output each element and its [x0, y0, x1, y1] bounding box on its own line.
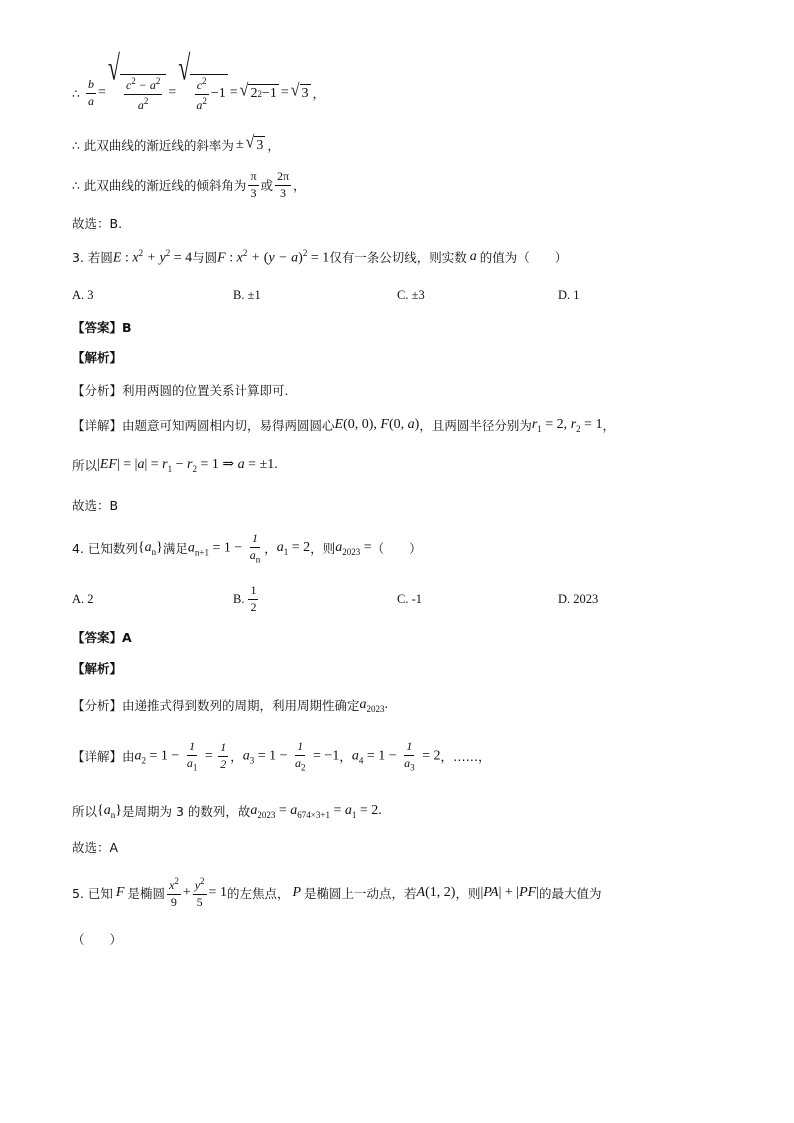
q3-fenxi: 【分析】利用两圆的位置关系计算即可.	[72, 383, 289, 398]
q3-detail: 【详解】由题意可知两圆相内切，易得两圆圆心 E(0, 0), F(0, a) ，且两圆半径分别为 $r_1 = 2$, $r_2 = 1$ ，	[72, 416, 616, 434]
q4-option-c[interactable]: C. -1	[397, 592, 422, 606]
q3-option-c[interactable]: C. ±3	[397, 288, 425, 302]
q4-analysis-label: 【解析】	[72, 661, 123, 676]
q5-paren: （ ）	[72, 932, 123, 947]
asymptote-angle-line: ∴ 此双曲线的渐近线的倾斜角为 $\frac{\pi}{3}$ 或 $\frac{2\pi}{3}$ ，	[72, 169, 306, 200]
q3-option-d[interactable]: D. 1	[558, 288, 580, 302]
q3-so: 所以 $|EF| = |a| = r_1 - r_2 = 1$ ⇒ a = ±1.	[72, 457, 278, 474]
q4-answer: 【答案】A	[72, 630, 132, 645]
q4-detail: 【详解】由 $a_2 = 1$ − $\frac{1}{a_1}$ = $\frac{1}{2}$ ， $a_3 = 1$ − $\frac{1}{a_2}$ = −1 ， $a_4 = 1$ − $\frac{1}{a_3}$ = 2 ， ……，	[72, 739, 491, 773]
question-4: 4. 已知数列 $\{a_n\}$ 满足 $a_{n+1} = 1$ − $\frac{1}{a_n}$ ， $a_1 = 2$ ，则 $a_{2023}$ = （ ）	[72, 531, 422, 565]
question-3: 3. 若圆 E : $x^2 + y^2 = 4$ 与圆 F : $x^2 + (y - a)^2 = 1$ 仅有一条公切线，则实数 a 的值为（ ）	[72, 248, 568, 266]
q3-answer: 【答案】B	[72, 320, 132, 335]
equation-ba-ratio: ∴ $\frac{b}{a}$ = √ $\frac{c^2 - a^2}{a^2}$ = √ $\frac{c^2}{a^2}$ −1 = √ 2 2 −1 = √ 3 ，	[72, 47, 326, 112]
q3-analysis-label: 【解析】	[72, 350, 123, 365]
q4-option-a[interactable]: A. 2	[72, 592, 94, 606]
q4-option-d[interactable]: D. 2023	[558, 592, 599, 606]
prev-choice: 故选：B.	[72, 216, 123, 231]
q3-option-a[interactable]: A. 3	[72, 288, 94, 302]
q4-fenxi: 【分析】由递推式得到数列的周期，利用周期性确定 $a_{2023}$.	[72, 696, 389, 714]
q3-choice: 故选：B	[72, 498, 119, 513]
q4-so: 所以 $\{a_n\}$ 是周期为 3 的数列，故 $a_{2023} = a_{674\times 3+1} = a_1 = 2$.	[72, 802, 382, 820]
q4-option-b[interactable]: B. $\frac{1}{2}$	[233, 583, 257, 614]
q3-option-b[interactable]: B. ±1	[233, 288, 261, 302]
q4-choice: 故选：A	[72, 840, 119, 855]
asymptote-slope-line: ∴ 此双曲线的渐近线的斜率为 ± √ 3 ，	[72, 133, 280, 153]
question-5: 5. 已知 F 是椭圆 $\frac{x^2}{9}$ + $\frac{y^2}{5}$ = 1 的左焦点， P 是椭圆上一动点，若 A(1, 2) ，则 |PA| + |PF| 的最大值为	[72, 876, 602, 909]
